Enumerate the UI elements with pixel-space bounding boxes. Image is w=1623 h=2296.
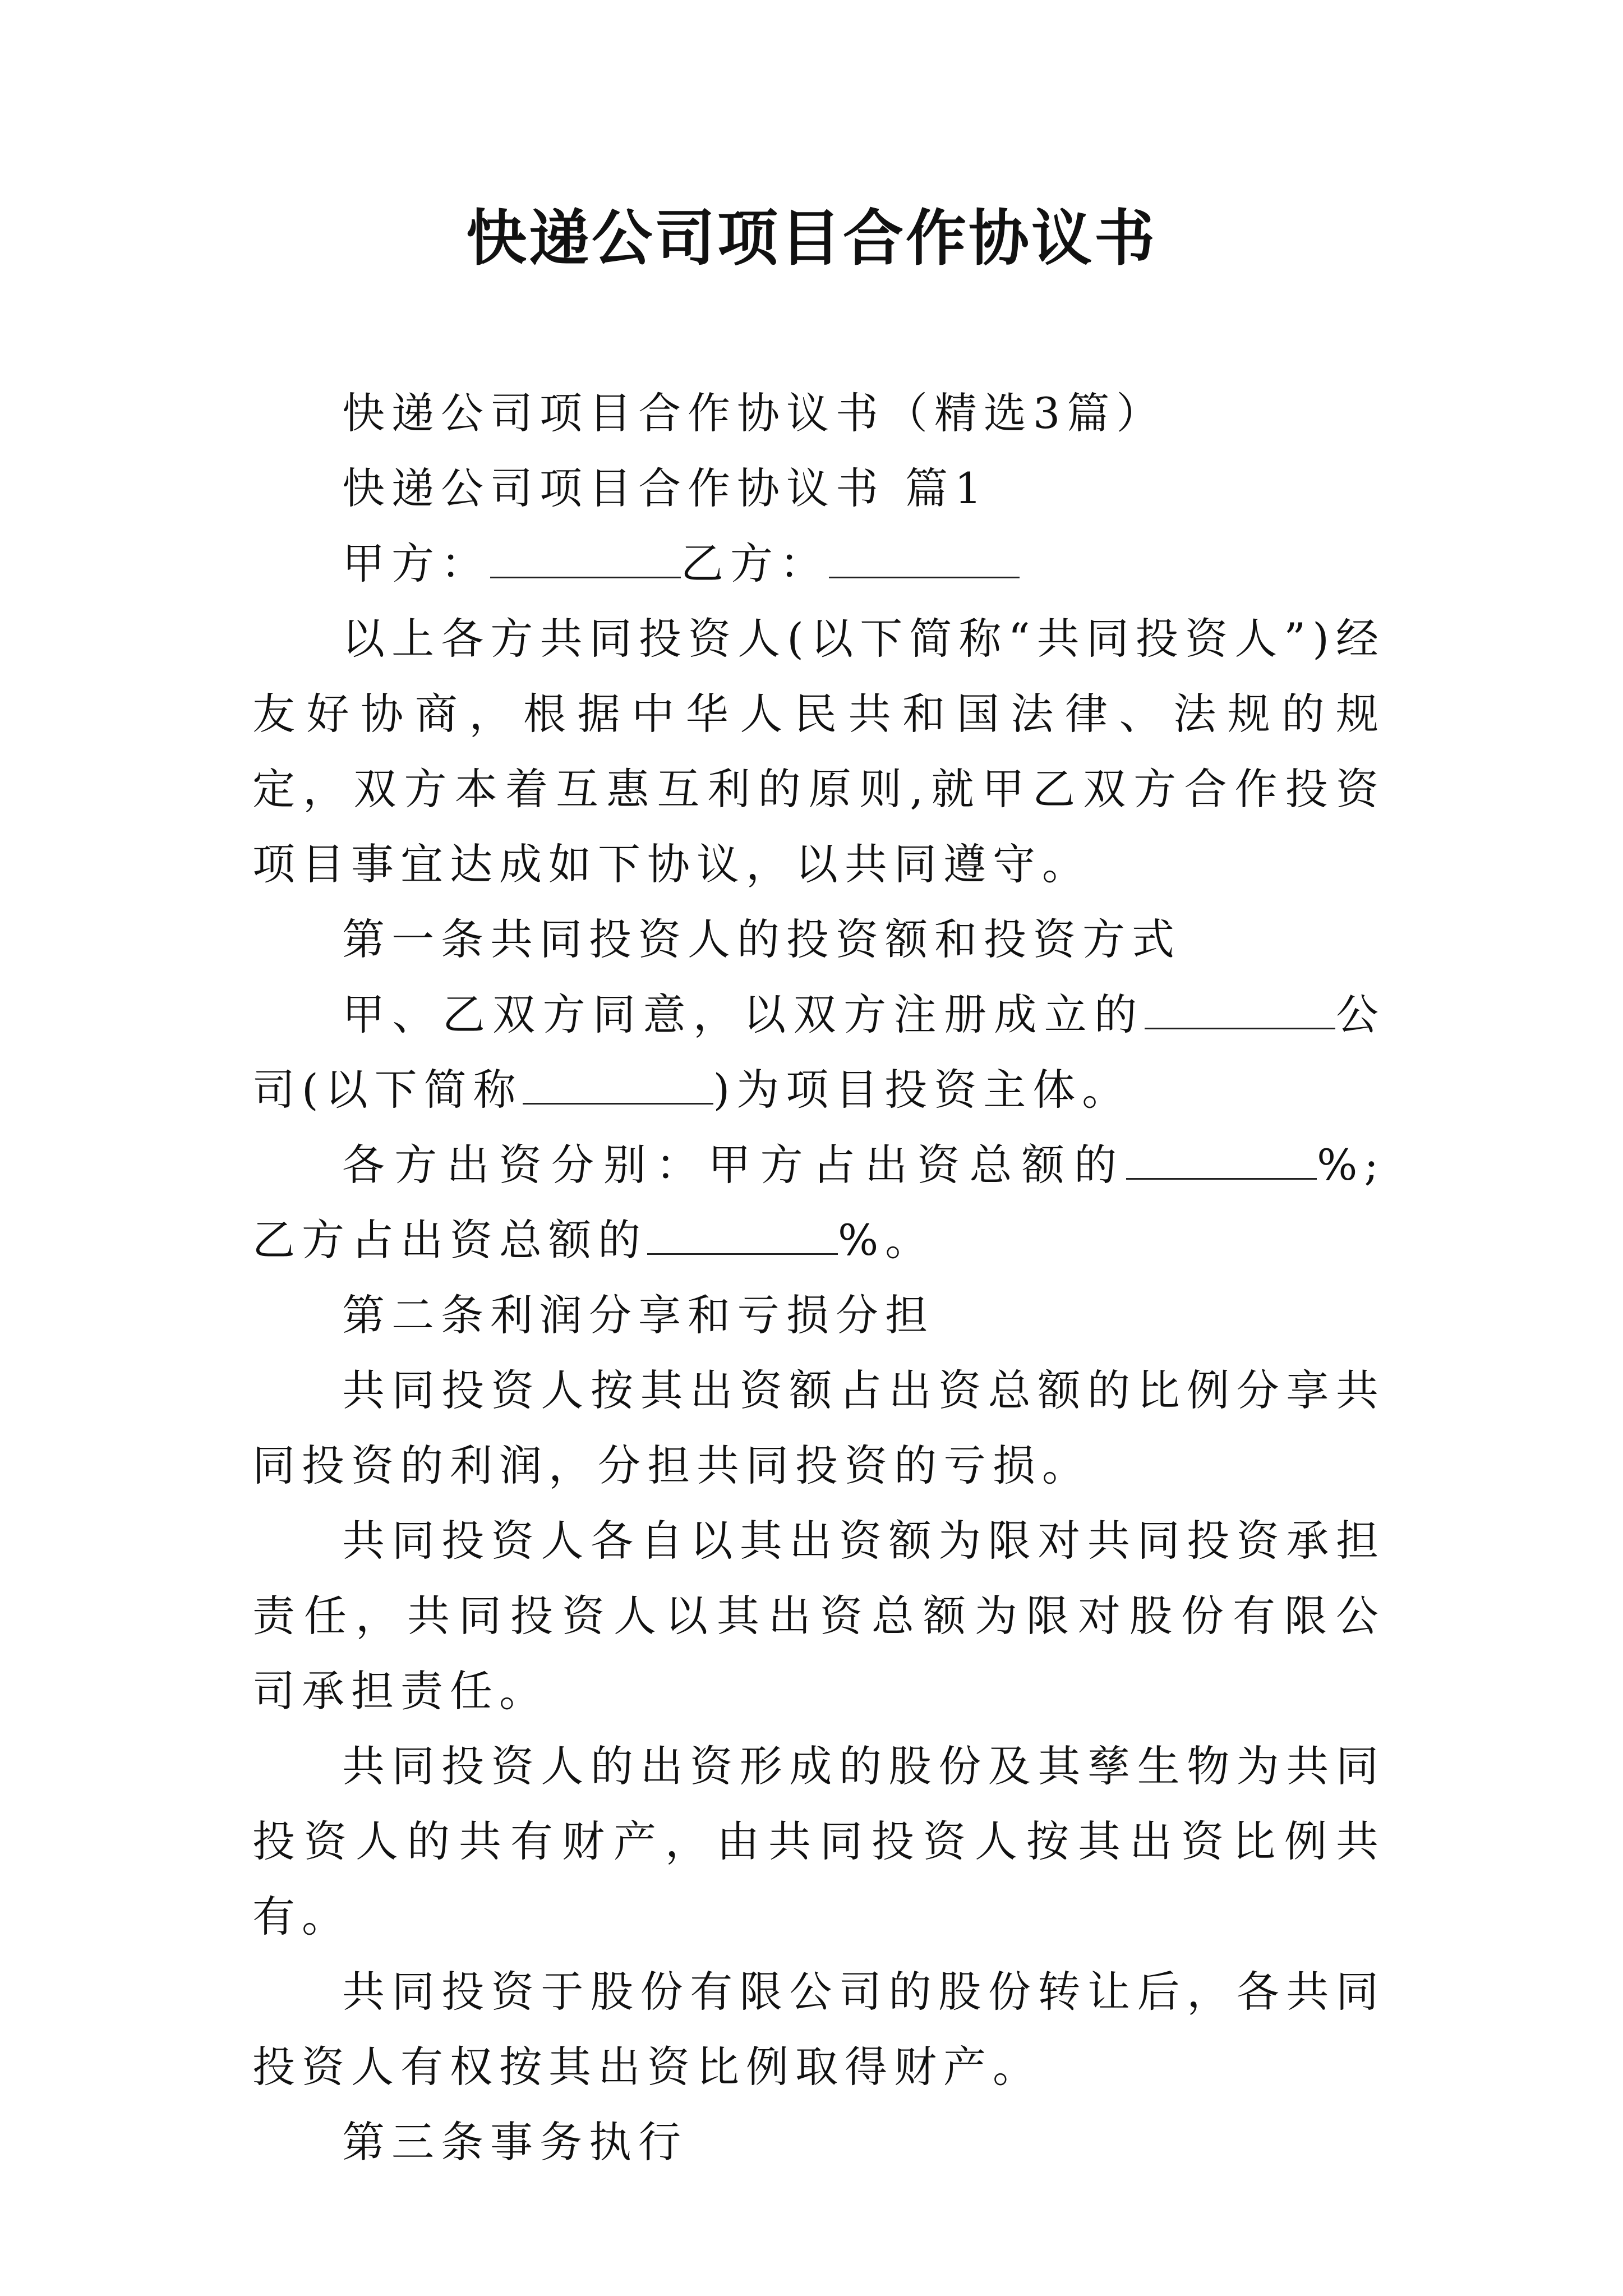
document-title: 快递公司项目合作协议书 xyxy=(465,203,1157,274)
article3-title: 第三条事务执行 xyxy=(342,2117,688,2167)
party-b-percent-blank xyxy=(647,1214,838,1255)
article1-p1-text-c: )为项目投资主体。 xyxy=(713,1065,1132,1115)
party-a-blank xyxy=(490,537,681,578)
document-body xyxy=(252,376,1385,2180)
section-heading: 快递公司项目合作协议书 篇1 xyxy=(342,463,989,513)
parties-line xyxy=(252,526,1385,601)
document-subtitle: 快递公司项目合作协议书（精选3篇） xyxy=(342,388,1166,438)
article1-p2-text-a: 各方出资分别：甲方占出资总额的 xyxy=(342,1140,1127,1190)
intro-paragraph: 以上各方共同投资人(以下简称“共同投资人”)经友好协商，根据中华人民共和国法律、法规的规定，双方本着互惠互利的原则,就甲乙双方合作投资项目事宜达成如下协议，以共同遵守。 xyxy=(252,614,1385,889)
article1-p2-text-b: %;乙方占出资总额的 xyxy=(252,1140,1385,1265)
article2-paragraph2: 共同投资人各自以其出资额为限对共同投资承担责任，共同投资人以其出资总额为限对股份有限公司承担责任。 xyxy=(252,1516,1385,1716)
party-a-label: 甲方： xyxy=(342,539,490,588)
article1-paragraph2 xyxy=(252,1128,1385,1278)
article1-title: 第一条共同投资人的投资额和投资方式 xyxy=(342,914,1181,964)
article2-paragraph4: 共同投资于股份有限公司的股份转让后，各共同投资人有权按其出资比例取得财产。 xyxy=(252,1967,1385,2092)
party-b-label: 乙方： xyxy=(681,539,829,588)
article2-paragraph1: 共同投资人按其出资额占出资总额的比例分享共同投资的利润，分担共同投资的亏损。 xyxy=(252,1365,1385,1490)
article1-paragraph1 xyxy=(252,977,1385,1128)
company-name-blank xyxy=(1145,988,1335,1029)
party-b-blank xyxy=(829,537,1020,578)
article2-paragraph3: 共同投资人的出资形成的股份及其孳生物为共同投资人的共有财产，由共同投资人按其出资比例共有。 xyxy=(252,1741,1385,1941)
party-a-percent-blank xyxy=(1126,1139,1317,1180)
article1-p2-text-c: %。 xyxy=(838,1215,935,1265)
company-short-name-blank xyxy=(523,1064,713,1105)
article1-p1-text-b: 公司(以下简称 xyxy=(252,990,1386,1115)
article1-p1-text-a: 甲、乙双方同意，以双方注册成立的 xyxy=(342,990,1145,1039)
article2-title: 第二条利润分享和亏损分担 xyxy=(342,1290,934,1340)
